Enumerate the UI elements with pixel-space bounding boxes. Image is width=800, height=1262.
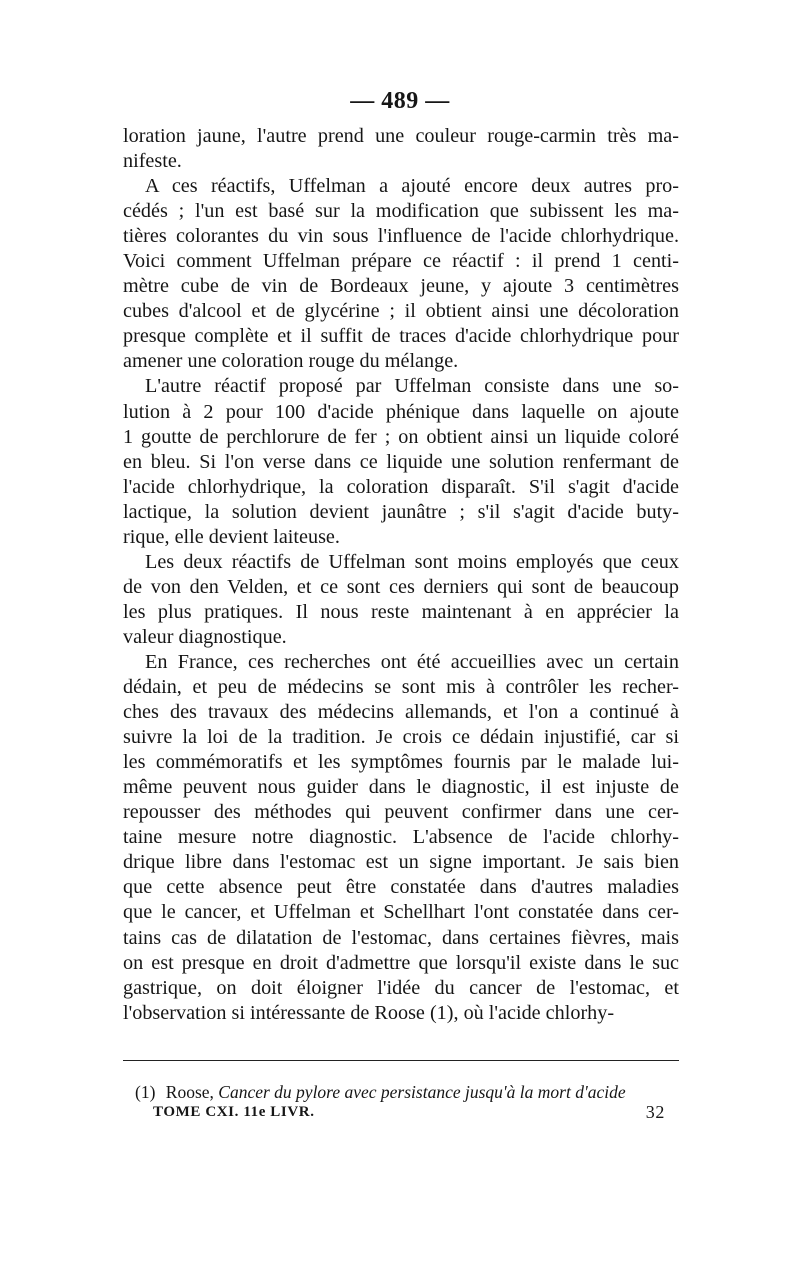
footnote-author: Roose, <box>165 1082 214 1102</box>
text-line: L'autre réactif proposé par Uffelman consiste dans une so- <box>145 375 679 398</box>
text-line: nifeste. <box>123 150 182 173</box>
text-line: dédain, et peu de médecins se sont mis à contrôler les recher- <box>123 676 679 699</box>
text-line: Les deux réactifs de Uffelman sont moins employés que ceux <box>145 550 679 573</box>
text-line: en bleu. Si l'on verse dans ce liquide une solution renfermant de <box>123 450 679 473</box>
text-line: l'observation si intéressante de Roose (1), où l'acide chlorhy- <box>123 1001 615 1024</box>
text-line: 1 goutte de perchlorure de fer ; on obtient ainsi un liquide coloré <box>123 425 679 448</box>
text-line: presque complète et il suffit de traces d'acide chlorhydrique pour <box>123 325 679 348</box>
text-line: tains cas de dilatation de l'estomac, dans certaines fièvres, mais <box>123 926 679 949</box>
text-line: suivre la loi de la tradition. Je crois ce dédain injustifié, car si <box>123 726 679 749</box>
paragraph <box>123 650 679 1026</box>
text-line: repousser des méthodes qui peuvent confirmer dans une cer- <box>123 801 679 824</box>
volume-signature: TOME CXI. 11e LIVR. <box>153 1104 315 1120</box>
text-line: on est presque en droit d'admettre que lorsqu'il existe dans le suc <box>123 951 679 974</box>
text-line: gastrique, on doit éloigner l'idée du cancer de l'estomac, et <box>123 976 679 999</box>
page-number: — 489 — <box>350 88 450 114</box>
text-line: cubes d'alcool et de glycérine ; il obtient ainsi une décoloration <box>123 300 679 323</box>
text-line: que cette absence peut être constatée dans d'autres maladies <box>123 876 679 899</box>
paragraph <box>123 374 679 549</box>
text-line: taine mesure notre diagnostic. L'absence de l'acide chlorhy- <box>123 826 679 849</box>
footnote-marker: (1) <box>135 1082 156 1102</box>
printer-signature <box>153 1101 679 1123</box>
text-line: lactique, la solution devient jaunâtre ; s'il s'agit d'acide buty- <box>123 500 679 523</box>
text-line: cédés ; l'un est basé sur la modification que subissent les ma- <box>123 200 679 223</box>
text-line: l'acide chlorhydrique, la coloration disparaît. S'il s'agit d'acide <box>123 475 679 498</box>
text-line: que le cancer, et Uffelman et Schellhart l'ont constatée dans cer- <box>123 901 679 924</box>
text-line: valeur diagnostique. <box>123 625 287 648</box>
paragraph <box>123 550 679 650</box>
text-line: En France, ces recherches ont été accueillies avec un certain <box>145 650 679 673</box>
text-line: drique libre dans l'estomac est un signe important. Je sais bien <box>123 851 679 874</box>
text-line: lution à 2 pour 100 d'acide phénique dans laquelle on ajoute <box>123 400 679 423</box>
text-line: ches des travaux des médecins allemands, et l'on a continué à <box>123 701 679 724</box>
body-text <box>123 124 679 1026</box>
text-line: loration jaune, l'autre prend une couleur rouge-carmin très ma- <box>123 125 679 147</box>
footnote-divider <box>123 1060 679 1061</box>
text-line: amener une coloration rouge du mélange. <box>123 350 459 373</box>
footnote <box>123 1081 679 1103</box>
text-line: A ces réactifs, Uffelman a ajouté encore deux autres pro- <box>145 175 679 198</box>
text-line: rique, elle devient laiteuse. <box>123 525 340 548</box>
paragraph <box>123 124 679 174</box>
text-line: mètre cube de vin de Bordeaux jeune, y ajoute 3 centimètres <box>123 275 679 298</box>
text-line: Voici comment Uffelman prépare ce réactif : il prend 1 centi- <box>123 250 679 273</box>
text-line: les plus pratiques. Il nous reste maintenant à en apprécier la <box>123 600 679 623</box>
paragraph <box>123 174 679 374</box>
text-line: les commémoratifs et les symptômes fournis par le malade lui- <box>123 751 679 774</box>
text-line: même peuvent nous guider dans le diagnostic, il est injuste de <box>123 776 679 799</box>
text-line: tières colorantes du vin sous l'influence de l'acide chlorhydrique. <box>123 225 679 248</box>
text-line: de von den Velden, et ce sont ces derniers qui sont de beaucoup <box>123 575 679 598</box>
footnote-title: Cancer du pylore avec persistance jusqu'à la mort d'acide <box>218 1082 626 1102</box>
sheet-number: 32 <box>645 1102 665 1122</box>
